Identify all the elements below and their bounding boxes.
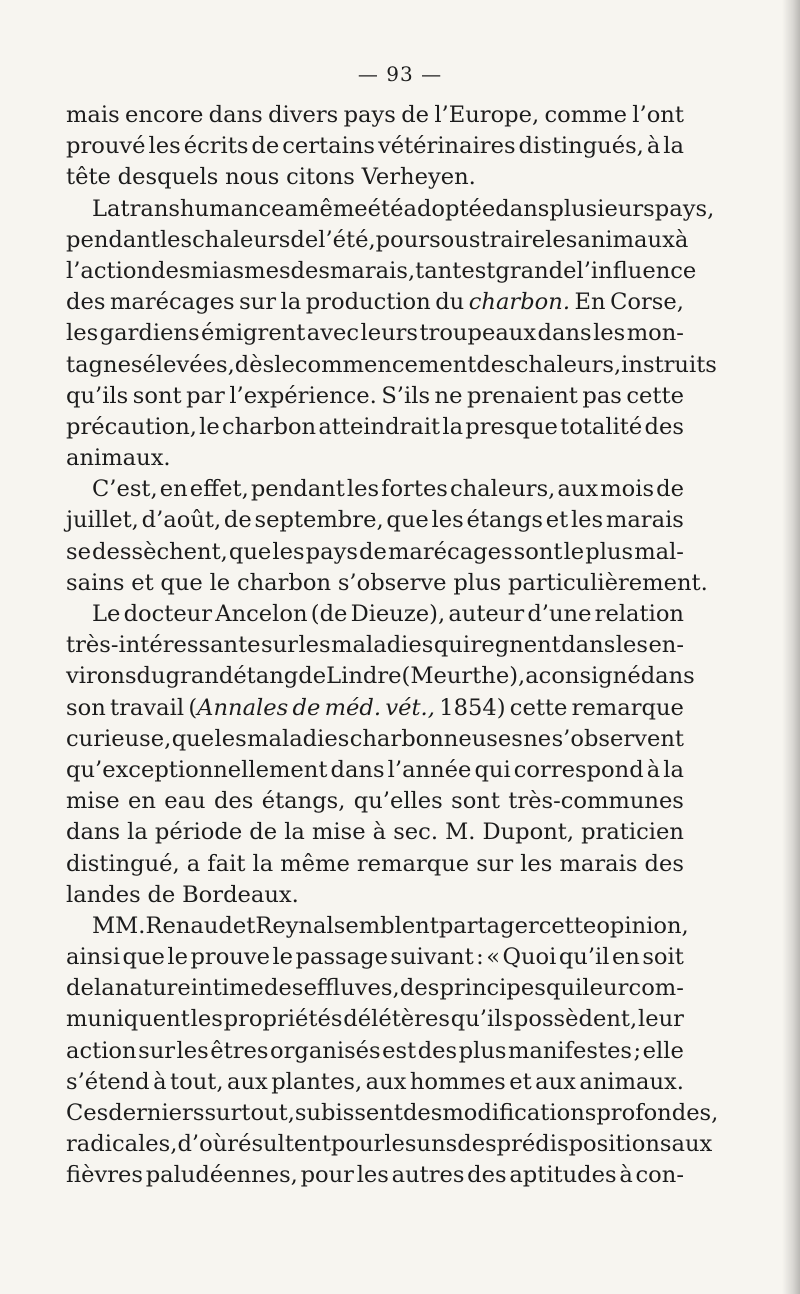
text-line: MM. Renaud et Reynal semblent partager cette opinion, [92,912,689,939]
text-line: radicales, d’où résultent pour les uns des prédispositions aux [66,1131,713,1158]
binding-shadow [782,0,800,1294]
text-line: action sur les êtres organisés est des plus manifestes ; elle [66,1037,684,1064]
text-line: pendant les chaleurs de l’été, pour soustraire les animaux à [66,226,689,253]
text-line: fièvres paludéennes, pour les autres des aptitudes à con- [66,1162,684,1189]
text-line: juillet, d’août, de septembre, que les étangs et les marais [66,507,684,534]
text-line: Ces derniers surtout, subissent des modifications profondes, [66,1100,719,1126]
text-line: dans la période de la mise à sec. M. Dupont, praticien [66,819,684,846]
text-line: landes de Bordeaux. [66,881,299,908]
text-line: animaux. [66,445,171,472]
text-line: des marécages sur la production du charbon. En Corse, [66,289,684,316]
text-line: distingué, a fait la même remarque sur les marais des [66,850,684,877]
text-line: qu’exceptionnellement dans l’année qui correspond à la [66,756,684,783]
text-line: mise en eau des étangs, qu’elles sont très-communes [66,788,684,815]
text-line: C’est, en effet, pendant les fortes chaleurs, aux mois de [92,476,684,503]
text-line: virons du grand étang de Lindre (Meurthe), a consigné dans [66,663,695,690]
page-number: — 93 — [357,62,443,86]
text-line: tagnes élevées, dès le commencement des chaleurs, instruits [66,351,717,378]
text-line: de la nature intime des effluves, des principes qui leur com- [66,975,684,1002]
text-line: ainsi que le prouve le passage suivant : « Quoi qu’il en soit [66,944,684,971]
text-line: tête desquels nous citons Verheyen. [66,164,476,191]
text-line: prouvé les écrits de certains vétérinaires distingués, à la [66,133,684,160]
text-line: son travail (Annales de méd. vét., 1854) cette remarque [66,694,684,721]
body-text [66,100,719,1192]
text-line: très-intéressante sur les maladies qui regnent dans les en- [66,632,684,659]
text-line: Le docteur Ancelon (de Dieuze), auteur d’une relation [92,601,684,627]
text-line: sains et que le charbon s’observe plus particulièrement. [66,569,708,596]
text-line: se dessèchent, que les pays de marécages sont le plus mal- [66,538,684,565]
text-line: La transhumance a même été adoptée dans plusieurs pays, [92,195,715,222]
text-line: qu’ils sont par l’expérience. S’ils ne prenaient pas cette [66,382,684,409]
text-line: les gardiens émigrent avec leurs troupeaux dans les mon- [66,320,684,347]
text-line: mais encore dans divers pays de l’Europe, comme l’ont [66,102,684,128]
text-line: s’étend à tout, aux plantes, aux hommes et aux animaux. [66,1068,684,1095]
text-line: curieuse, que les maladies charbonneuses ne s’observent [66,725,684,752]
text-line: muniquent les propriétés délétères qu’ils possèdent, leur [66,1006,684,1033]
text-line: précaution, le charbon atteindrait la presque totalité des [66,413,684,440]
text-line: l’action des miasmes des marais, tant est grande l’influence [66,257,697,284]
